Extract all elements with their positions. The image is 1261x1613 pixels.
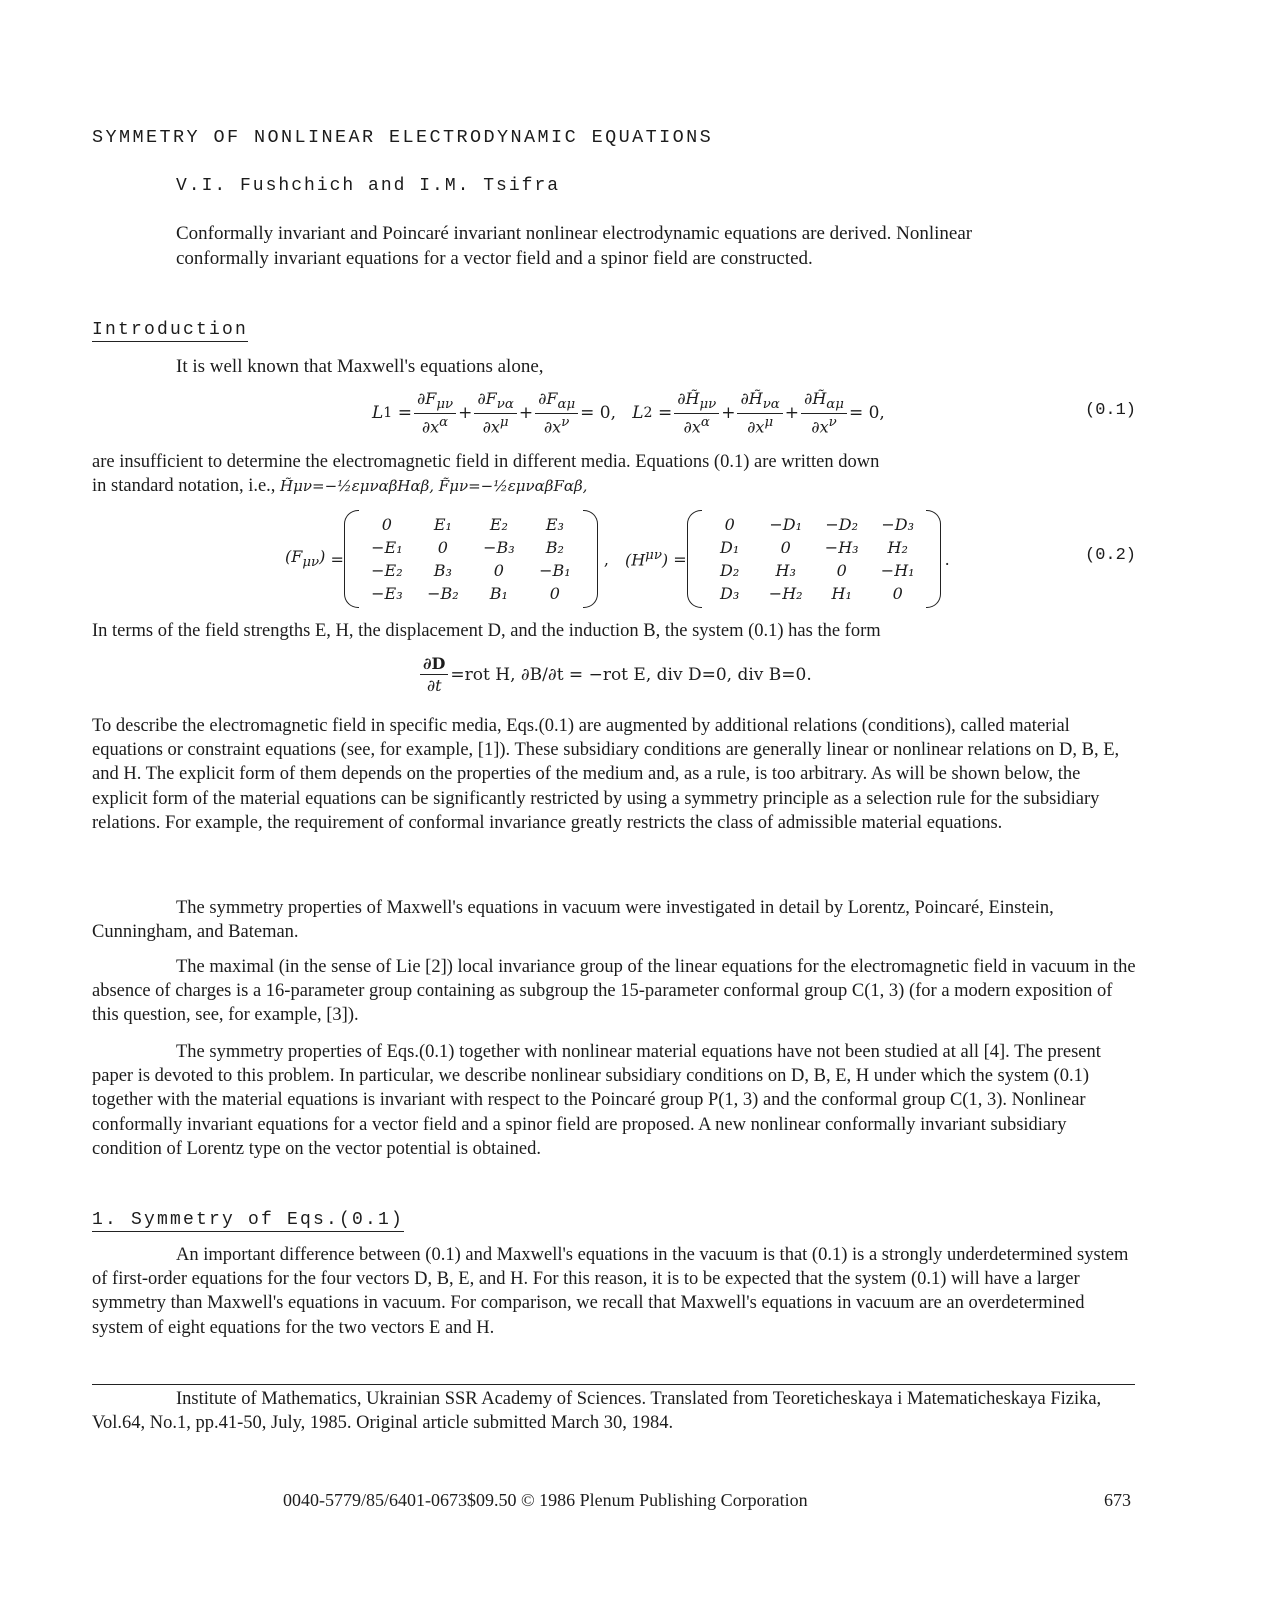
h-matrix-cell: H₁	[831, 584, 852, 603]
notation-intro: in standard notation, i.e.,	[92, 476, 276, 496]
h-matrix-cell: D₁	[720, 538, 740, 557]
authors: V.I. Fushchich and I.M. Tsifra	[176, 176, 561, 196]
f-matrix-cell: 0	[381, 515, 392, 534]
h-matrix-cell: −H₁	[880, 561, 915, 580]
h-matrix	[687, 510, 941, 608]
h-matrix-cell: 0	[892, 584, 903, 603]
h-matrix-cell: −D₂	[825, 515, 858, 534]
f-matrix-cell: −B₃	[483, 538, 515, 557]
h-matrix-cell: 0	[780, 538, 791, 557]
f-matrix-cell: −B₂	[427, 584, 459, 603]
h-matrix-cell: 0	[836, 561, 847, 580]
h-matrix-cell: D₃	[720, 584, 740, 603]
f-matrix-cell: −E₁	[371, 538, 403, 557]
footnote-rule	[92, 1384, 1135, 1385]
f-matrix-cell: E₂	[489, 515, 508, 534]
h-matrix-cell: −H₂	[768, 584, 803, 603]
equation-number-0-2: (0.2)	[1085, 546, 1137, 565]
intro-paragraph-4: The symmetry properties of Eqs.(0.1) together with nonlinear material equations have not been studied at all [4]. The present paper is devoted to this problem. In particular, we describe nonlinear subsidiary conditions on D, B, E, H under which the system (0.1) together with the material equations is invariant with respect to the Poincaré group P(1, 3) and the conformal group C(1, 3). Nonlinear conformally invariant equations for a vector field and a spinor field are proposed. A new nonlinear conformally invariant subsidiary condition of Lorentz type on the vector potential is obtained.	[92, 1042, 1101, 1159]
f-matrix-cell: E₃	[545, 515, 564, 534]
intro-paragraph-3: The maximal (in the sense of Lie [2]) local invariance group of the linear equations for the electromagnetic field in vacuum in the absence of charges is a 16-parameter group containing as subgroup the 15-parameter conformal group C(1, 3) (for a modern exposition of this question, see, for example, [3]).	[92, 957, 1136, 1026]
f-matrix-cell: 0	[437, 538, 448, 557]
f-matrix-cell: B₁	[489, 584, 508, 603]
section-heading-introduction: Introduction	[92, 320, 249, 340]
equation-0-1: L 1 = $\frac{\partial F_{\mu\nu}}{\partial x^\alpha}$ + $\frac{\partial F_{\nu\alpha}}{\partial x^\mu}$ + $\frac{\partial F_{\alpha\mu}}{\partial x^\nu}$ = 0, L 2 = $\frac{\partial H̃_{\mu\nu}}{\partial x^\alpha}$ + $\frac{\partial H̃_{\nu\alpha}}{\partial x^\mu}$ + $\frac{\partial H̃_{\alpha\mu}}{\partial x^\nu}$ = 0,	[372, 389, 885, 437]
footnote: Institute of Mathematics, Ukrainian SSR Academy of Sciences. Translated from Teoreticheskaya i Matematicheskaya Fizika, Vol.64, No.1, pp.41-50, July, 1985. Original article submitted March 30, 1984.	[92, 1389, 1102, 1433]
notation-formula: H̃μν=−½εμναβHαβ, F̃μν=−½εμναβFαβ,	[280, 477, 588, 495]
intro-lead: It is well known that Maxwell's equations alone,	[176, 356, 544, 377]
maxwell-form-text: =rot H, ∂B/∂t = −rot E, div D=0, div B=0.	[450, 664, 812, 685]
text-after-eq01-line1: are insufficient to determine the electromagnetic field in different media. Equations (0.1) are written down	[92, 452, 880, 472]
f-matrix-cell: B₂	[545, 538, 564, 557]
paper-title: SYMMETRY OF NONLINEAR ELECTRODYNAMIC EQUATIONS	[92, 127, 714, 148]
h-matrix-cell: −H₃	[824, 538, 859, 557]
h-matrix-cell: D₂	[720, 561, 740, 580]
h-matrix-cell: 0	[724, 515, 735, 534]
f-matrix-cell: −B₁	[539, 561, 571, 580]
f-matrix-grid	[359, 513, 583, 605]
page-number: 673	[1104, 1490, 1131, 1510]
section-heading-1: 1. Symmetry of Eqs.(0.1)	[92, 1210, 405, 1230]
text-after-eq01-line2	[92, 474, 1152, 498]
f-matrix-cell: −E₃	[371, 584, 403, 603]
page-footer: 0040-5779/85/6401-0673$09.50 © 1986 Plenum Publishing Corporation	[283, 1490, 808, 1510]
equation-number-0-1: (0.1)	[1085, 401, 1137, 420]
field-strengths-line: In terms of the field strengths E, H, the displacement D, and the induction B, the system (0.1) has the form	[92, 621, 881, 641]
intro-paragraph-1: To describe the electromagnetic field in specific media, Eqs.(0.1) are augmented by additional relations (conditions), called material equations or constraint equations (see, for example, [1]). These subsidiary conditions are generally linear or nonlinear relations on D, B, E, and H. The explicit form of them depends on the properties of the medium and, as a rule, is too arbitrary. As will be shown below, the explicit form of the material equations can be significantly restricted by using a symmetry principle as a selection rule for the subsidiary relations. For example, the requirement of conformal invariance greatly restricts the class of admissible material equations.	[92, 716, 1120, 833]
equation-0-2: $(F_{\mu\nu})$ = 0 E₁ E₂ E₃ −E₁ 0 −B₃ B₂ −E₂ B₃ 0 −B₁ −E₃ −B₂ B₁ 0 , $(H^{\mu\nu})$ = 0 −D₁ −D₂ −D₃ D₁ 0 −H₃ H₂ D₂ H₃ 0 −H₁ D₃ −H₂ H₁ 0 .	[285, 510, 950, 608]
maxwell-form-equation: $\frac{\partial D}{\partial t}$ =rot H, ∂B/∂t = −rot E, div D=0, div B=0.	[418, 654, 812, 695]
f-matrix-cell: −E₂	[371, 561, 403, 580]
abstract: Conformally invariant and Poincaré invariant nonlinear electrodynamic equations are derived. Nonlinear conformally invariant equations for a vector field and a spinor field are constructed.	[176, 223, 973, 269]
h-matrix-cell: −D₃	[881, 515, 914, 534]
section1-paragraph-1: An important difference between (0.1) and Maxwell's equations in the vacuum is that (0.1) is a strongly underdetermined system of first-order equations for the four vectors D, B, E, and H. For this reason, it is to be expected that the system (0.1) will have a larger symmetry than Maxwell's equations in vacuum. For comparison, we recall that Maxwell's equations in vacuum are an overdetermined system of eight equations for the two vectors E and H.	[92, 1245, 1129, 1338]
f-matrix-cell: E₁	[433, 515, 452, 534]
h-matrix-cell: H₂	[887, 538, 908, 557]
h-matrix-cell: H₃	[775, 561, 796, 580]
h-matrix-grid	[702, 513, 926, 605]
f-matrix	[344, 510, 598, 608]
intro-paragraph-2: The symmetry properties of Maxwell's equations in vacuum were investigated in detail by Lorentz, Poincaré, Einstein, Cunningham, and Bateman.	[92, 898, 1054, 943]
f-matrix-cell: 0	[493, 561, 504, 580]
f-matrix-cell: 0	[549, 584, 560, 603]
h-matrix-cell: −D₁	[769, 515, 802, 534]
f-matrix-cell: B₃	[433, 561, 452, 580]
